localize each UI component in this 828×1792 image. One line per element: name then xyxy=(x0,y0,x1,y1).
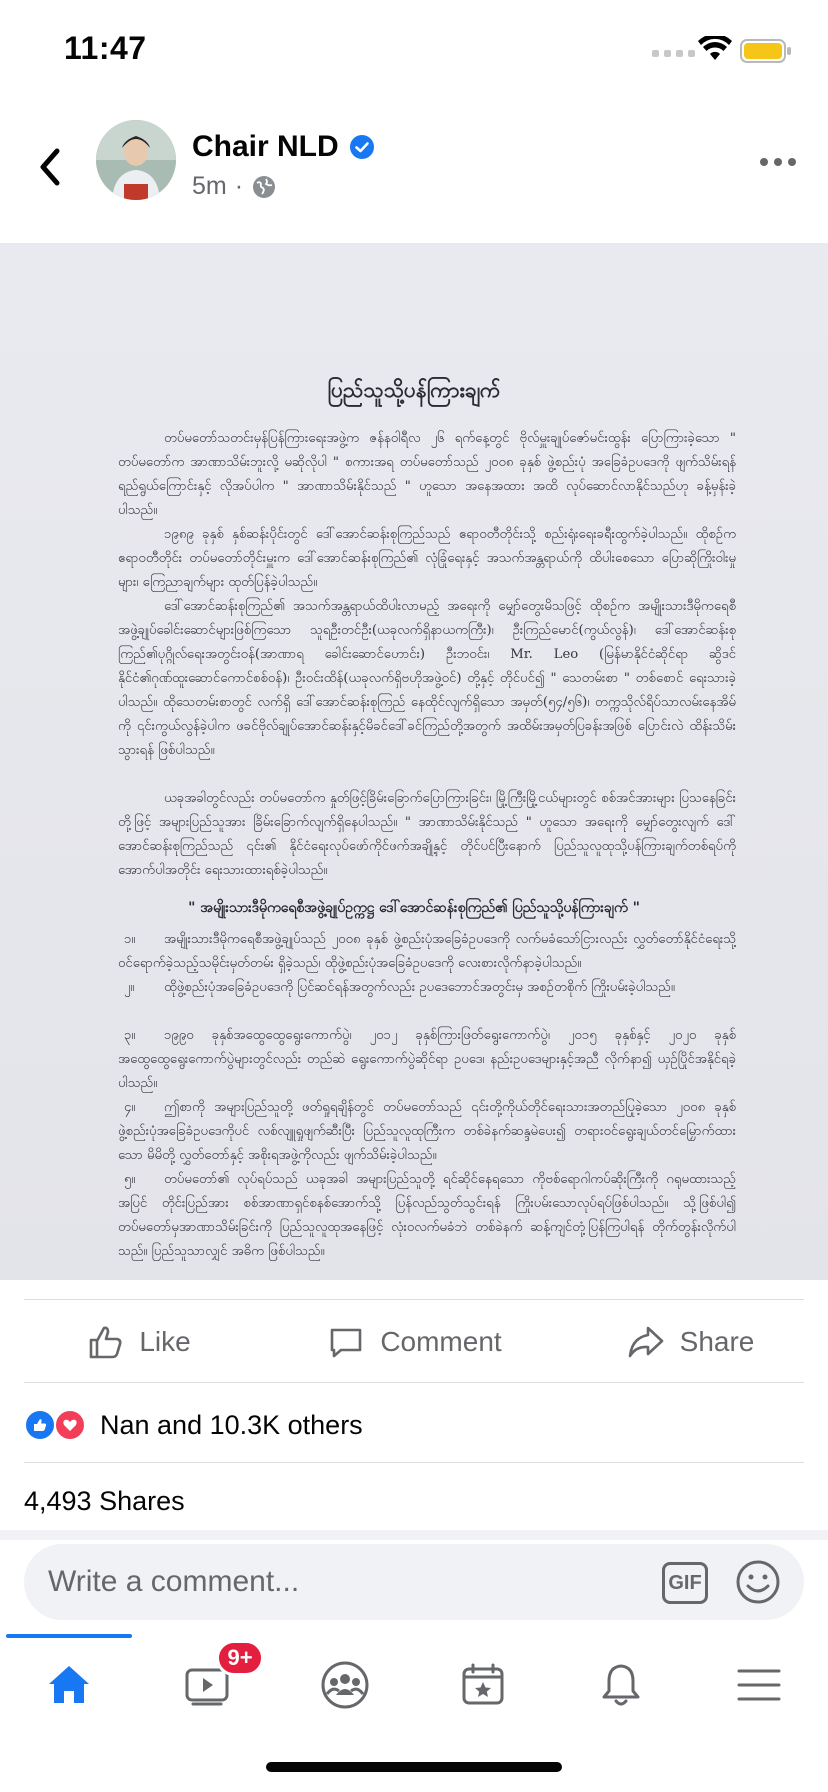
item-number: ၅။ xyxy=(124,1172,136,1187)
post-header xyxy=(0,110,828,240)
document-paragraph: ယခုအခါတွင်လည်း တပ်မတော်က နှုတ်ဖြင့်ခြိမ်းခြောက်ပြောကြားခြင်း၊ မြို့ကြီးမြို့ငယ်များတွင် စစ်အင်အားများ ပြသနေခြင်း တို့ဖြင့် အများပြည်သူအား ခြိမ်းခြောက်လျက်ရှိနေပါသည်။ " အာဏာသိမ်းနိုင်သည် " ဟူသော အရေးကို မျှော်တွေးလျက် ဒေါ်အောင်ဆန်းစုကြည်သည် ၎င်း၏ နိုင်ငံရေးလုပ်ဖော်ကိုင်ဖက်အချို့နှင့် တိုင်ပင်ပြီးနောက် ပြည်သူလူထုသို့ပန်ကြားချက်တစ်ရပ်ကို အောက်ပါအတိုင်း ရေးသားထားရစ်ခဲ့ပါသည်။ xyxy=(118,791,736,878)
document-item xyxy=(118,928,736,976)
profile-photo-icon xyxy=(96,120,176,200)
more-dot-icon xyxy=(760,158,768,166)
post-photo[interactable] xyxy=(0,243,828,1280)
avatar[interactable] xyxy=(96,120,176,200)
reactions-text: Nan and 10.3K others xyxy=(100,1409,363,1440)
emoji-icon[interactable] xyxy=(734,1558,782,1606)
document-title: ပြည်သူသို့ပန်ကြားချက် xyxy=(327,377,501,402)
document-item xyxy=(118,1096,736,1168)
document-paragraph: ဒေါ်အောင်ဆန်းစုကြည်၏ အသက်အန္တရာယ်ထိပါးလာမည့် အရေးကို မျှော်တွေးမိသဖြင့် ထိုစဉ်က အမျိုးသားဒီမိုကရေစီအဖွဲ့ချုပ်ခေါင်းဆောင်များဖြစ်ကြသော သူရဦးတင်ဦး(ယခုလက်ရှိနာယကကြီး)၊ ဦးကြည်မောင်(ကွယ်လွန်)၊ ဒေါ်အောင်ဆန်းစုကြည်၏ပုဂ္ဂိုလ်ရေးအတွင်းဝန်(အာဏာရ ခေါင်းဆောင်ဟောင်း) ဦးဘဝင်း၊ Mr. Leo (မြန်မာနိုင်ငံဆိုင်ရာ ဆွိဒင်နိုင်ငံ၏ဂုဏ်ထူးဆောင်ကောင်စစ်ဝန်)၊ ဦးဝင်းထိန်(ယခုလက်ရှိဗဟိုအဖွဲ့ဝင်) တို့နှင့် တိုင်ပင်၍ " သေတမ်းစာ " တစ်စောင် ရေးသားခဲ့ပါသည်။ ထိုသေတမ်းစာတွင် လက်ရှိ ဒေါ်အောင်ဆန်းစုကြည် နေထိုင်လျက်ရှိသော အမှတ်(၅၄/၅၆)၊ တက္ကသိုလ်ရိပ်သာလမ်းနေအိမ်ကို ၎င်းကွယ်လွန်ခဲ့ပါက ဖခင်ဗိုလ်ချုပ်အောင်ဆန်းနှင့်မိခင်ဒေါ်ခင်ကြည်တို့အတွက် အထိမ်းအမှတ်ပြခန်းအဖြစ် ပြောင်းလဲ ထိန်းသိမ်းသွားရန် ဖြစ်ပါသည်။ xyxy=(118,599,736,758)
comment-icon xyxy=(326,1322,366,1362)
section-separator xyxy=(0,1530,828,1540)
post-meta xyxy=(192,172,277,201)
comment-placeholder: Write a comment... xyxy=(48,1565,300,1598)
share-label: Share xyxy=(679,1326,755,1357)
home-indicator xyxy=(266,1762,562,1772)
like-icon xyxy=(24,1409,56,1441)
reactions-summary[interactable] xyxy=(24,1400,363,1450)
battery-icon xyxy=(740,38,792,64)
item-text: တပ်မတော်၏ လုပ်ရပ်သည် ယခုအခါ အများပြည်သူတို့ ရင်ဆိုင်နေရသော ကိုဗစ်ရောဂါကပ်ဆိုးကြီးကို ဂရုမထားသည့်အပြင် တိုင်းပြည်အား စစ်အာဏာရှင်စနစ်အောက်သို့ ပြန်လည်သွတ်သွင်းရန် ကြိုးပမ်းသောလုပ်ရပ်ဖြစ်ပါသည်။ သို့ဖြစ်ပါ၍ တပ်မတော်မှအာဏာသိမ်းခြင်းကို ပြည်သူလူထုအနေဖြင့် လုံးဝလက်မခံဘဲ တစ်ခဲနက် ဆန့်ကျင်တုံ့ပြန်ကြပါရန် တိုက်တွန်းလိုက်ပါသည်။ ပြည်သူသာလျှင် အဓိက ဖြစ်ပါသည်။ xyxy=(118,1172,736,1259)
item-text: ဤစာကို အများပြည်သူတို့ ဖတ်ရှုရချိန်တွင် တပ်မတော်သည် ၎င်းတို့ကိုယ်တိုင်ရေးသားအတည်ပြုခဲ့သော ၂၀၀၈ ခုနှစ် ဖွဲ့စည်းပုံအခြေခံဥပဒေကိုပင် လစ်လျူရှုဖျက်ဆီးပြီး ပြည်သူလူထုကြီးက တစ်ခဲနက်ဆန္ဒမဲပေး၍ တရားဝင်ရွေးချယ်တင်မြှောက်ထားသော မိမိတို့ လွှတ်တော်နှင့် အစိုးရအဖွဲ့ကိုလည်း ဖျက်သိမ်းခဲ့ပါသည်။ xyxy=(118,1100,736,1163)
love-icon xyxy=(54,1409,86,1441)
author-row xyxy=(192,130,375,164)
item-number: ၄။ xyxy=(124,1100,136,1115)
share-icon xyxy=(626,1322,666,1362)
document-item xyxy=(118,976,736,1024)
status-bar xyxy=(0,0,828,100)
document-item xyxy=(118,1024,736,1096)
meta-separator: · xyxy=(234,172,244,200)
post-actions xyxy=(0,1302,828,1382)
divider xyxy=(24,1299,804,1300)
bell-icon xyxy=(593,1657,649,1713)
item-number: ၂။ xyxy=(124,980,135,995)
menu-icon xyxy=(731,1657,787,1713)
nav-home[interactable] xyxy=(0,1640,138,1730)
divider xyxy=(24,1462,804,1463)
author-name[interactable]: Chair NLD xyxy=(192,130,339,163)
home-icon xyxy=(41,1657,97,1713)
globe-icon xyxy=(251,174,277,200)
notification-badge: 9+ xyxy=(216,1640,264,1676)
item-text: ထိုဖွဲ့စည်းပုံအခြေခံဥပဒေကို ပြင်ဆင်ရန်အတွက်လည်း ဥပဒေဘောင်အတွင်းမှ အစဉ်တစိုက် ကြိုးပမ်းခဲ့ပါသည်။ xyxy=(164,980,675,995)
status-time: 11:47 xyxy=(64,30,147,66)
item-number: ၁။ xyxy=(124,932,136,947)
nav-watch[interactable] xyxy=(138,1640,276,1730)
comment-input[interactable] xyxy=(24,1544,804,1620)
document-paragraph: ၁၉၈၉ ခုနှစ် နှစ်ဆန်းပိုင်းတွင် ဒေါ်အောင်ဆန်းစုကြည်သည် ဧရာဝတီတိုင်းသို့ စည်းရုံးရေးခရီးထွက်ခဲ့ပါသည်။ ထိုစဉ်က ဧရာဝတီတိုင်း တပ်မတော်တိုင်းမှူးက ဒေါ်အောင်ဆန်းစုကြည်၏ လုံခြုံရေးနှင့် အသက်အန္တရာယ်ကို ထိပါးစေသော ပြောဆိုကြိုးဝါးမှုများ၊ ကြေညာချက်များ ထုတ်ပြန်ခဲ့ပါသည်။ xyxy=(118,527,736,590)
item-text: ၁၉၉၀ ခုနှစ်အထွေထွေရွေးကောက်ပွဲ၊ ၂၀၁၂ ခုနှစ်ကြားဖြတ်ရွေးကောက်ပွဲ၊ ၂၀၁၅ ခုနှစ်နှင့် ၂၀၂၀ ခုနှစ် အထွေထွေရွေးကောက်ပွဲများတွင်လည်း တည်ဆဲ ရွေးကောက်ပွဲဆိုင်ရာ ဥပဒေ၊ နည်းဥပဒေများနှင့်အညီ လိုက်နာ၍ ယှဉ်ပြိုင်အနိုင်ရခဲ့ပါသည်။ xyxy=(118,1028,736,1091)
document-subtitle: " အမျိုးသားဒီမိုကရေစီအဖွဲ့ချုပ်ဥက္ကဋ္ဌ ဒေါ်အောင်ဆန်းစုကြည်၏ ပြည်သူသို့ပန်ကြားချက် " xyxy=(188,900,640,916)
document-item xyxy=(118,1168,736,1264)
back-button[interactable] xyxy=(32,142,68,192)
bottom-nav xyxy=(0,1640,828,1730)
item-number: ၃။ xyxy=(124,1028,136,1043)
nav-groups[interactable] xyxy=(276,1640,414,1730)
cellular-signal-icon xyxy=(652,50,695,57)
document-paragraph: တပ်မတော်သတင်းမှန်ပြန်ကြားရေးအဖွဲ့က ဇန်နဝါရီလ ၂၆ ရက်နေ့တွင် ဗိုလ်မှူးချုပ်ဇော်မင်းထွန်း ပြောကြားခဲ့သော " တပ်မတော်က အာဏာသိမ်းဘူးလို့ မဆိုလိုပါ " စကားအရ တပ်မတော်သည် ၂၀၀၈ ခုနှစ် ဖွဲ့စည်းပုံ အခြေခံဥပဒေကို ဖျက်သိမ်းရန် ရည်ရွယ်ကြောင်းနှင့် လိုအပ်ပါက " အာဏာသိမ်းနိုင်သည် " ဟူသော အနေအထား အထိ လုပ်ဆောင်လာနိုင်သည်ဟု ခန့်မှန်းခဲ့ပါသည်။ xyxy=(118,431,736,518)
calendar-star-icon xyxy=(455,1657,511,1713)
active-tab-indicator xyxy=(6,1634,132,1638)
nav-events[interactable] xyxy=(414,1640,552,1730)
comment-label: Comment xyxy=(380,1326,502,1357)
thumbs-up-icon xyxy=(85,1322,125,1362)
item-text: အမျိုးသားဒီမိုကရေစီအဖွဲ့ချုပ်သည် ၂၀၀၈ ခုနှစ် ဖွဲ့စည်းပုံအခြေခံဥပဒေကို လက်မခံသော်ငြားလည်း လွှတ်တော်နိုင်ငံရေးသို့ ဝင်ရောက်ခဲ့သည့်သမိုင်းမှတ်တမ်း ရှိခဲ့သည်၊ ထိုဖွဲ့စည်းပုံအခြေခံဥပဒေကို လေးစားလိုက်နာခဲ့ပါသည်။ xyxy=(118,932,736,971)
like-label: Like xyxy=(139,1326,191,1357)
verified-badge-icon xyxy=(349,134,375,160)
gif-button[interactable]: GIF xyxy=(662,1562,708,1604)
like-button[interactable] xyxy=(0,1302,276,1382)
divider xyxy=(24,1382,804,1383)
shares-count[interactable]: 4,493 Shares xyxy=(24,1486,185,1516)
post-timestamp[interactable]: 5m xyxy=(192,172,227,200)
nav-menu[interactable] xyxy=(690,1640,828,1730)
more-options-button[interactable] xyxy=(760,150,804,174)
chevron-left-icon xyxy=(37,147,63,187)
comment-button[interactable] xyxy=(276,1302,552,1382)
more-dot-icon xyxy=(788,158,796,166)
groups-icon xyxy=(317,1657,373,1713)
wifi-icon xyxy=(698,36,732,62)
nav-notifications[interactable] xyxy=(552,1640,690,1730)
share-button[interactable] xyxy=(552,1302,828,1382)
more-dot-icon xyxy=(774,158,782,166)
